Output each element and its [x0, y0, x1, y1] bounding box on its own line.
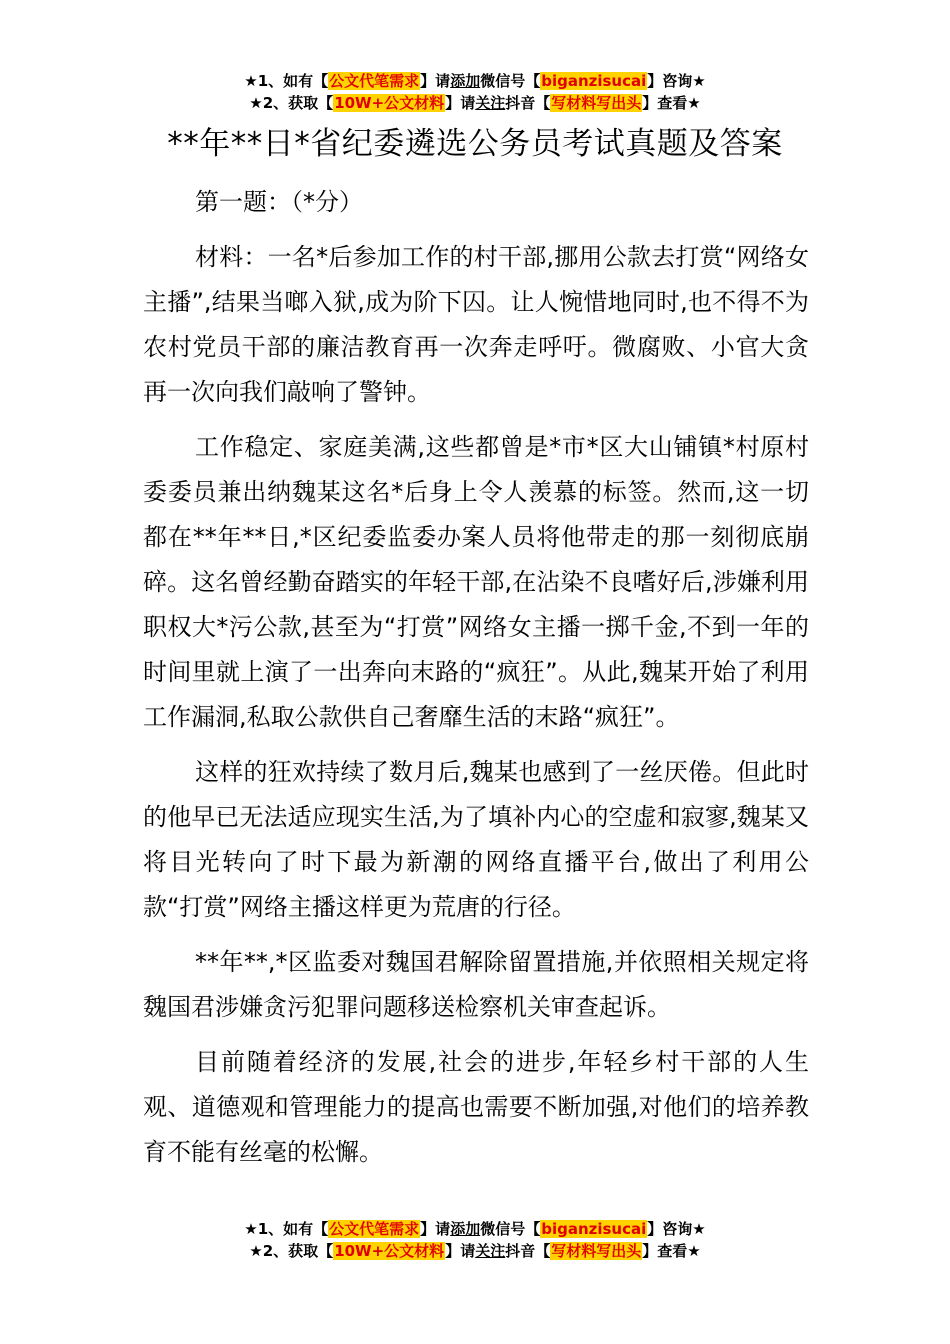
banner-douyin-id: 写材料写出头	[551, 1242, 642, 1260]
banner-highlight: 10W+公文材料	[334, 94, 445, 112]
paragraph: 这样的狂欢持续了数月后,魏某也感到了一丝厌倦。但此时的他早已无法适应现实生活,为了填补内心的空虚和寂寥,魏某又将目光转向了时下最为新潮的网络直播平台,做出了利用公款“打赏”网络主播这样更为荒唐的行径。	[143, 758, 809, 921]
document-body	[143, 180, 809, 1185]
paragraph: 材料：一名*后参加工作的村干部,挪用公款去打赏“网络女主播”,结果当啷入狱,成为阶下囚。让人惋惜地同时,也不得不为农村党员干部的廉洁教育再一次奔走呼吁。微腐败、小官大贪再一次向我们敲响了警钟。	[143, 243, 809, 406]
paragraph: **年**,*区监委对魏国君解除留置措施,并依照相关规定将魏国君涉嫌贪污犯罪问题移送检察机关审查起诉。	[143, 948, 809, 1021]
banner-wechat-id: biganzisucai	[541, 72, 647, 90]
banner-highlight: 公文代笔需求	[329, 72, 420, 90]
banner-highlight: 公文代笔需求	[329, 1220, 420, 1238]
top-banner	[0, 70, 950, 114]
banner-wechat-id: biganzisucai	[541, 1220, 647, 1238]
document-title: **年**日*省纪委遴选公务员考试真题及答案	[167, 126, 783, 162]
paragraph: 工作稳定、家庭美满,这些都曾是*市*区大山铺镇*村原村委委员兼出纳魏某这名*后身上令人羡慕的标签。然而,这一切都在**年**日,*区纪委监委办案人员将他带走的那一刻彻底崩碎。这名曾经勤奋踏实的年轻干部,在沾染不良嗜好后,涉嫌利用职权大*污公款,甚至为“打赏”网络女主播一掷千金,不到一年的时间里就上演了一出奔向末路的“疯狂”。从此,魏某开始了利用工作漏洞,私取公款供自己奢靡生活的末路“疯狂”。	[143, 433, 809, 731]
banner-line-1: ★1、如有【公文代笔需求】请添加微信号【biganzisucai】咨询★	[244, 1220, 706, 1238]
paragraph: 目前随着经济的发展,社会的进步,年轻乡村干部的人生观、道德观和管理能力的提高也需要不断加强,对他们的培养教育不能有丝毫的松懈。	[143, 1048, 809, 1166]
banner-douyin-id: 写材料写出头	[551, 94, 642, 112]
bottom-banner	[0, 1218, 950, 1262]
banner-line-2: ★2、获取【10W+公文材料】请关注抖音【写材料写出头】查看★	[249, 1242, 701, 1260]
paragraph: 第一题：（*分）	[195, 188, 363, 216]
banner-highlight: 10W+公文材料	[334, 1242, 445, 1260]
banner-line-2: ★2、获取【10W+公文材料】请关注抖音【写材料写出头】查看★	[249, 94, 701, 112]
banner-line-1: ★1、如有【公文代笔需求】请添加微信号【biganzisucai】咨询★	[244, 72, 706, 90]
